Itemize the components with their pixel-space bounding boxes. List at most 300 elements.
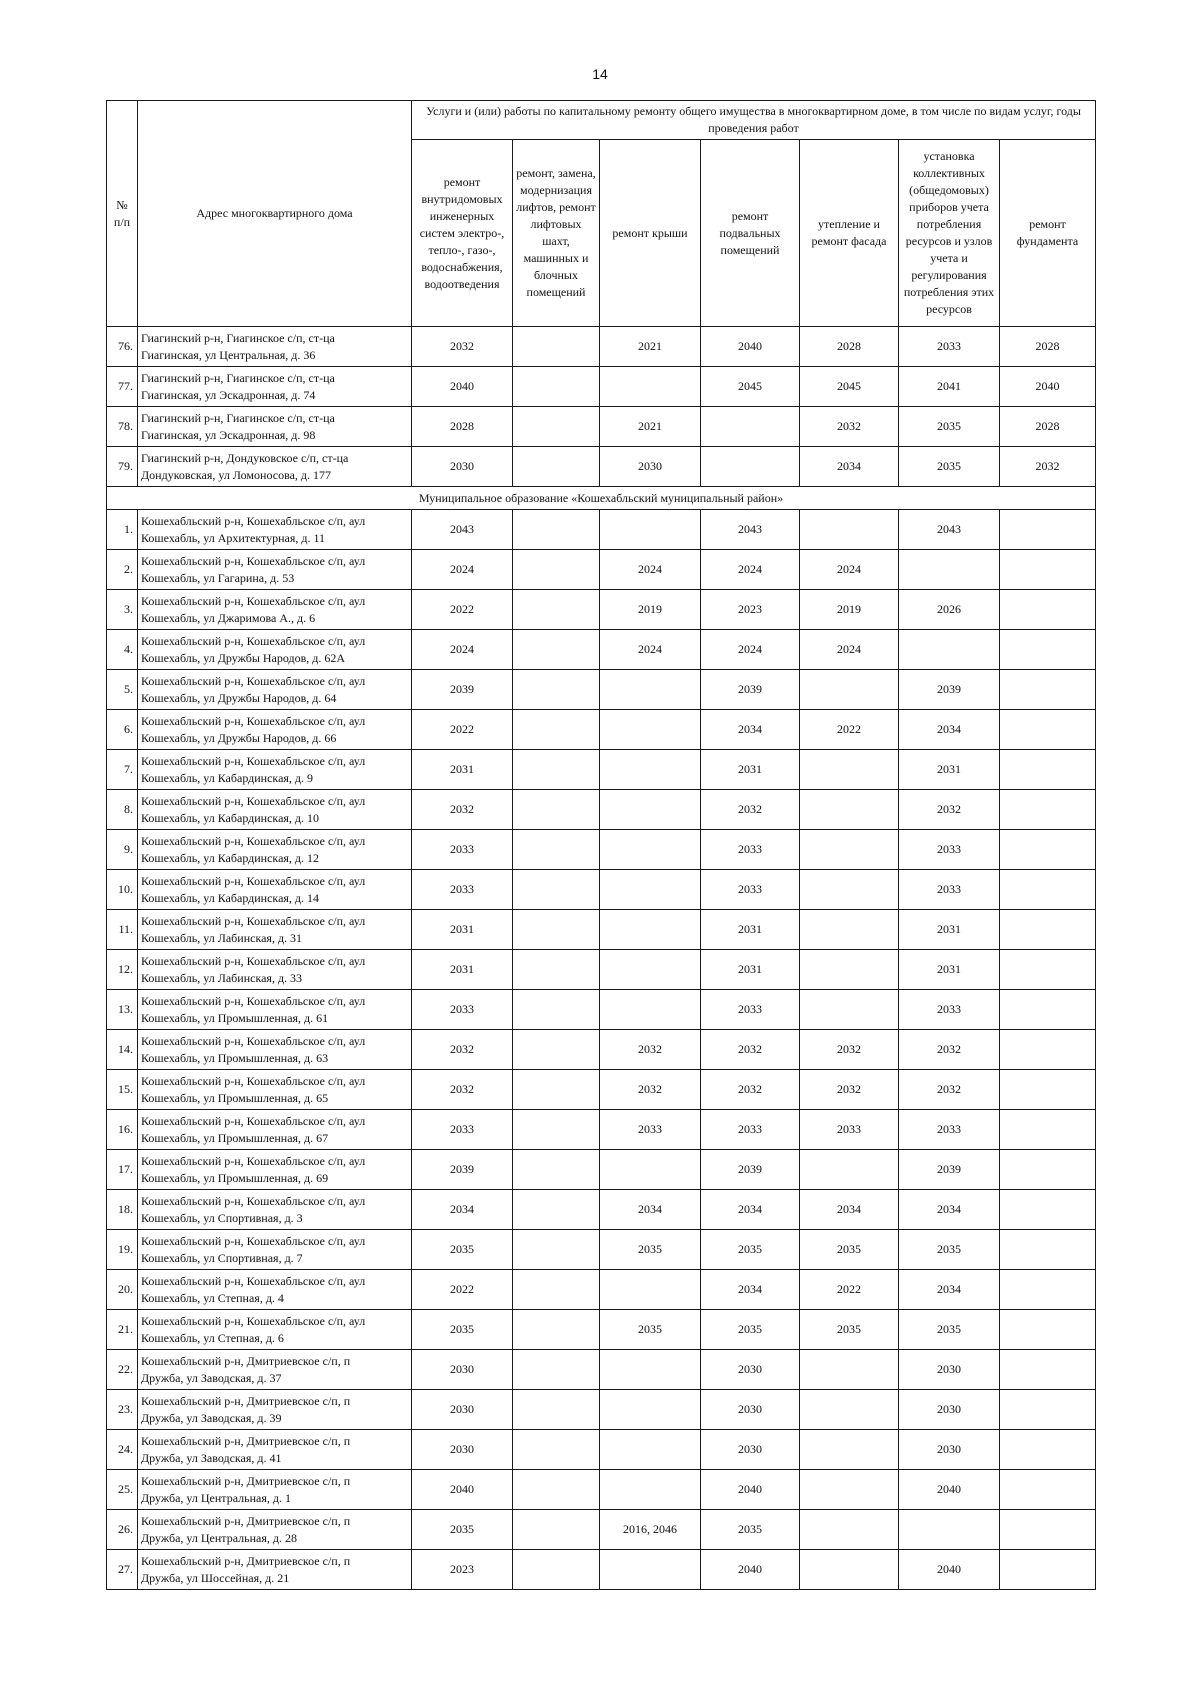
row-number: 21.: [107, 1310, 138, 1350]
year-cell: 2021: [600, 327, 701, 367]
address-line-2: Дружба, ул Центральная, д. 1: [141, 1490, 291, 1505]
year-cell: [800, 1510, 899, 1550]
year-cell: [1000, 1510, 1096, 1550]
address-cell: [138, 550, 412, 590]
section-body: [107, 487, 1096, 510]
year-cell: [800, 670, 899, 710]
table-row: [107, 407, 1096, 447]
address-line-1: Кошехабльский р-н, Дмитриевское с/п, п: [141, 1353, 351, 1368]
year-cell: [600, 870, 701, 910]
table-row: [107, 1390, 1096, 1430]
address-cell: [138, 1550, 412, 1590]
year-cell: 2033: [701, 830, 800, 870]
year-cell: [513, 1190, 600, 1230]
table-row: [107, 1270, 1096, 1310]
table-row: [107, 1510, 1096, 1550]
year-cell: [513, 327, 600, 367]
col-header-meters: установка коллективных (общедомовых) приборов учета потребления ресурсов и узлов учета и регулирования потребления этих ресурсов: [899, 140, 1000, 327]
year-cell: 2022: [800, 1270, 899, 1310]
address-line-2: Кошехабль, ул Дружбы Народов, д. 64: [141, 690, 337, 705]
year-cell: [1000, 790, 1096, 830]
table-row: [107, 830, 1096, 870]
year-cell: 2033: [412, 870, 513, 910]
year-cell: 2039: [899, 670, 1000, 710]
year-cell: 2034: [899, 1270, 1000, 1310]
address-cell: [138, 1150, 412, 1190]
address-line-2: Кошехабль, ул Степная, д. 4: [141, 1290, 284, 1305]
year-cell: [513, 1270, 600, 1310]
year-cell: [600, 790, 701, 830]
year-cell: [1000, 670, 1096, 710]
year-cell: [513, 1550, 600, 1590]
year-cell: [513, 830, 600, 870]
address-line-2: Дондуковская, ул Ломоносова, д. 177: [141, 467, 332, 482]
year-cell: [1000, 1190, 1096, 1230]
table-body-before: [107, 327, 1096, 487]
table-row: [107, 750, 1096, 790]
year-cell: [600, 910, 701, 950]
address-cell: [138, 1190, 412, 1230]
row-number: 10.: [107, 870, 138, 910]
year-cell: [800, 870, 899, 910]
year-cell: [513, 1150, 600, 1190]
address-line-1: Кошехабльский р-н, Кошехабльское с/п, аул: [141, 513, 366, 528]
address-line-1: Гиагинский р-н, Дондуковское с/п, ст-ца: [141, 450, 349, 465]
year-cell: 2032: [800, 407, 899, 447]
year-cell: [800, 1470, 899, 1510]
year-cell: 2024: [412, 630, 513, 670]
address-line-1: Кошехабльский р-н, Кошехабльское с/п, аул: [141, 873, 366, 888]
work-types-group-header: Услуги и (или) работы по капитальному ремонту общего имущества в многоквартирном доме, в том числе по видам услуг, годы проведения работ: [412, 101, 1096, 140]
year-cell: 2035: [412, 1310, 513, 1350]
year-cell: [513, 670, 600, 710]
address-line-1: Кошехабльский р-н, Кошехабльское с/п, аул: [141, 673, 366, 688]
year-cell: [1000, 1550, 1096, 1590]
year-cell: 2033: [412, 1110, 513, 1150]
year-cell: 2034: [701, 710, 800, 750]
year-cell: [1000, 830, 1096, 870]
year-cell: 2040: [1000, 367, 1096, 407]
year-cell: [600, 670, 701, 710]
year-cell: 2043: [701, 510, 800, 550]
address-line-2: Кошехабль, ул Дружбы Народов, д. 62А: [141, 650, 346, 665]
year-cell: [600, 950, 701, 990]
year-cell: 2031: [412, 750, 513, 790]
year-cell: 2022: [800, 710, 899, 750]
year-cell: 2032: [600, 1030, 701, 1070]
row-number: 4.: [107, 630, 138, 670]
row-number: 18.: [107, 1190, 138, 1230]
address-line-2: Дружба, ул Заводская, д. 39: [141, 1410, 282, 1425]
year-cell: [513, 1230, 600, 1270]
year-cell: 2031: [701, 950, 800, 990]
address-cell: [138, 870, 412, 910]
address-cell: [138, 1470, 412, 1510]
year-cell: 2035: [600, 1230, 701, 1270]
year-cell: 2028: [800, 327, 899, 367]
address-line-2: Кошехабль, ул Промышленная, д. 69: [141, 1170, 329, 1185]
year-cell: [513, 1470, 600, 1510]
year-cell: [513, 1030, 600, 1070]
capital-repair-table: [106, 100, 1096, 1590]
year-cell: [513, 630, 600, 670]
year-cell: 2030: [412, 447, 513, 487]
year-cell: 2032: [701, 790, 800, 830]
year-cell: [800, 1430, 899, 1470]
address-line-2: Кошехабль, ул Лабинская, д. 31: [141, 930, 303, 945]
year-cell: 2024: [412, 550, 513, 590]
year-cell: 2040: [899, 1550, 1000, 1590]
year-cell: 2032: [800, 1030, 899, 1070]
page-number: 14: [592, 66, 608, 82]
year-cell: [1000, 1350, 1096, 1390]
address-line-2: Гиагинская, ул Эскадронная, д. 74: [141, 387, 316, 402]
year-cell: 2039: [701, 670, 800, 710]
year-cell: 2034: [701, 1190, 800, 1230]
address-cell: [138, 1270, 412, 1310]
address-line-1: Кошехабльский р-н, Кошехабльское с/п, аул: [141, 1153, 366, 1168]
address-line-2: Кошехабль, ул Кабардинская, д. 12: [141, 850, 320, 865]
year-cell: [1000, 1230, 1096, 1270]
table-row: [107, 910, 1096, 950]
year-cell: 2024: [800, 630, 899, 670]
address-cell: [138, 1230, 412, 1270]
year-cell: [800, 990, 899, 1030]
address-line-2: Кошехабль, ул Кабардинская, д. 14: [141, 890, 320, 905]
year-cell: [1000, 910, 1096, 950]
table-row: [107, 590, 1096, 630]
table-row: [107, 1430, 1096, 1470]
year-cell: 2021: [600, 407, 701, 447]
table-row: [107, 327, 1096, 367]
row-number: 19.: [107, 1230, 138, 1270]
year-cell: [600, 710, 701, 750]
address-cell: [138, 327, 412, 367]
address-line-2: Дружба, ул Центральная, д. 28: [141, 1530, 297, 1545]
table-header: [107, 101, 1096, 327]
address-line-2: Кошехабль, ул Спортивная, д. 3: [141, 1210, 303, 1225]
year-cell: 2035: [701, 1510, 800, 1550]
year-cell: 2035: [600, 1310, 701, 1350]
year-cell: 2026: [899, 590, 1000, 630]
year-cell: 2030: [899, 1390, 1000, 1430]
year-cell: [701, 407, 800, 447]
year-cell: 2032: [1000, 447, 1096, 487]
table-row: [107, 447, 1096, 487]
row-number: 12.: [107, 950, 138, 990]
table-row: [107, 1550, 1096, 1590]
year-cell: 2034: [701, 1270, 800, 1310]
year-cell: 2022: [412, 1270, 513, 1310]
year-cell: 2039: [899, 1150, 1000, 1190]
year-cell: [600, 1430, 701, 1470]
row-number: 7.: [107, 750, 138, 790]
year-cell: 2034: [412, 1190, 513, 1230]
row-number: 9.: [107, 830, 138, 870]
address-line-2: Кошехабль, ул Кабардинская, д. 9: [141, 770, 314, 785]
row-number: 1.: [107, 510, 138, 550]
year-cell: 2022: [412, 710, 513, 750]
year-cell: 2024: [600, 550, 701, 590]
year-cell: 2031: [412, 910, 513, 950]
year-cell: 2024: [701, 630, 800, 670]
year-cell: 2030: [701, 1350, 800, 1390]
year-cell: 2030: [899, 1430, 1000, 1470]
address-cell: [138, 1110, 412, 1150]
table-row: [107, 1030, 1096, 1070]
year-cell: 2030: [899, 1350, 1000, 1390]
row-number: 6.: [107, 710, 138, 750]
address-header: Адрес многоквартирного дома: [138, 101, 412, 327]
address-line-1: Гиагинский р-н, Гиагинское с/п, ст-ца: [141, 330, 335, 345]
year-cell: [1000, 1390, 1096, 1430]
address-cell: [138, 1430, 412, 1470]
address-line-1: Кошехабльский р-н, Кошехабльское с/п, аул: [141, 1073, 366, 1088]
year-cell: [1000, 710, 1096, 750]
address-line-1: Кошехабльский р-н, Дмитриевское с/п, п: [141, 1553, 351, 1568]
address-line-2: Кошехабль, ул Джаримова А., д. 6: [141, 610, 316, 625]
year-cell: 2039: [701, 1150, 800, 1190]
year-cell: [800, 910, 899, 950]
address-line-1: Кошехабльский р-н, Кошехабльское с/п, аул: [141, 1233, 366, 1248]
address-cell: [138, 950, 412, 990]
address-cell: [138, 447, 412, 487]
year-cell: 2035: [899, 407, 1000, 447]
year-cell: [513, 590, 600, 630]
year-cell: 2045: [701, 367, 800, 407]
section-row: [107, 487, 1096, 510]
address-line-2: Кошехабль, ул Спортивная, д. 7: [141, 1250, 303, 1265]
year-cell: 2032: [600, 1070, 701, 1110]
address-line-1: Кошехабльский р-н, Кошехабльское с/п, аул: [141, 1033, 366, 1048]
year-cell: 2043: [899, 510, 1000, 550]
year-cell: 2032: [412, 790, 513, 830]
year-cell: [513, 1350, 600, 1390]
year-cell: [513, 550, 600, 590]
year-cell: [600, 510, 701, 550]
address-cell: [138, 590, 412, 630]
row-number: 5.: [107, 670, 138, 710]
address-line-2: Дружба, ул Заводская, д. 37: [141, 1370, 282, 1385]
address-line-2: Дружба, ул Шоссейная, д. 21: [141, 1570, 290, 1585]
col-header-foundation: ремонт фундамента: [1000, 140, 1096, 327]
year-cell: 2031: [412, 950, 513, 990]
year-cell: 2035: [899, 447, 1000, 487]
year-cell: 2034: [800, 1190, 899, 1230]
address-line-2: Кошехабль, ул Гагарина, д. 53: [141, 570, 295, 585]
year-cell: [1000, 1310, 1096, 1350]
year-cell: 2030: [412, 1430, 513, 1470]
year-cell: 2033: [899, 870, 1000, 910]
address-line-1: Гиагинский р-н, Гиагинское с/п, ст-ца: [141, 370, 335, 385]
year-cell: 2032: [899, 1070, 1000, 1110]
address-cell: [138, 630, 412, 670]
section-title: Муниципальное образование «Кошехабльский муниципальный район»: [107, 487, 1096, 510]
address-line-1: Кошехабльский р-н, Кошехабльское с/п, аул: [141, 833, 366, 848]
table-row: [107, 1230, 1096, 1270]
year-cell: 2032: [899, 790, 1000, 830]
row-number: 22.: [107, 1350, 138, 1390]
table-row: [107, 870, 1096, 910]
address-line-1: Кошехабльский р-н, Дмитриевское с/п, п: [141, 1393, 351, 1408]
address-cell: [138, 407, 412, 447]
row-number: 14.: [107, 1030, 138, 1070]
year-cell: 2031: [701, 910, 800, 950]
col-header-facade: утепление и ремонт фасада: [800, 140, 899, 327]
row-number: 27.: [107, 1550, 138, 1590]
year-cell: 2033: [701, 870, 800, 910]
year-cell: [513, 510, 600, 550]
year-cell: 2023: [701, 590, 800, 630]
year-cell: 2033: [701, 1110, 800, 1150]
address-line-1: Кошехабльский р-н, Кошехабльское с/п, аул: [141, 553, 366, 568]
address-line-1: Кошехабльский р-н, Кошехабльское с/п, аул: [141, 953, 366, 968]
address-cell: [138, 1310, 412, 1350]
row-number: 15.: [107, 1070, 138, 1110]
col-header-engineering-systems: ремонт внутридомовых инженерных систем электро-, тепло-, газо-, водоснабжения, водоотведения: [412, 140, 513, 327]
address-line-2: Кошехабль, ул Степная, д. 6: [141, 1330, 284, 1345]
address-cell: [138, 910, 412, 950]
year-cell: [800, 1550, 899, 1590]
address-line-1: Кошехабльский р-н, Кошехабльское с/п, аул: [141, 1273, 366, 1288]
address-cell: [138, 510, 412, 550]
address-line-2: Кошехабль, ул Промышленная, д. 67: [141, 1130, 329, 1145]
year-cell: [513, 710, 600, 750]
year-cell: 2032: [701, 1070, 800, 1110]
row-number: 16.: [107, 1110, 138, 1150]
year-cell: 2028: [1000, 327, 1096, 367]
year-cell: [513, 1510, 600, 1550]
table-row: [107, 790, 1096, 830]
row-number: 2.: [107, 550, 138, 590]
year-cell: 2023: [412, 1550, 513, 1590]
address-cell: [138, 1350, 412, 1390]
year-cell: 2033: [899, 830, 1000, 870]
year-cell: 2039: [412, 670, 513, 710]
address-cell: [138, 367, 412, 407]
year-cell: 2033: [600, 1110, 701, 1150]
year-cell: 2031: [701, 750, 800, 790]
address-line-1: Кошехабльский р-н, Кошехабльское с/п, аул: [141, 753, 366, 768]
year-cell: [1000, 1470, 1096, 1510]
year-cell: 2033: [412, 830, 513, 870]
address-cell: [138, 830, 412, 870]
year-cell: [899, 630, 1000, 670]
year-cell: 2028: [412, 407, 513, 447]
year-cell: 2035: [899, 1310, 1000, 1350]
row-number: 25.: [107, 1470, 138, 1510]
year-cell: [1000, 1030, 1096, 1070]
year-cell: [800, 830, 899, 870]
year-cell: 2035: [800, 1310, 899, 1350]
year-cell: [1000, 950, 1096, 990]
year-cell: [513, 407, 600, 447]
year-cell: 2034: [899, 710, 1000, 750]
year-cell: [600, 990, 701, 1030]
row-number: 78.: [107, 407, 138, 447]
address-line-2: Кошехабль, ул Лабинская, д. 33: [141, 970, 303, 985]
year-cell: [600, 1150, 701, 1190]
address-line-1: Кошехабльский р-н, Кошехабльское с/п, аул: [141, 713, 366, 728]
year-cell: 2035: [701, 1230, 800, 1270]
year-cell: [513, 1110, 600, 1150]
year-cell: [800, 1350, 899, 1390]
year-cell: [513, 1070, 600, 1110]
address-cell: [138, 670, 412, 710]
row-number: 20.: [107, 1270, 138, 1310]
year-cell: 2035: [800, 1230, 899, 1270]
year-cell: [513, 447, 600, 487]
num-header: № п/п: [107, 101, 138, 327]
year-cell: 2040: [701, 327, 800, 367]
year-cell: [800, 1150, 899, 1190]
year-cell: [800, 950, 899, 990]
year-cell: 2030: [412, 1390, 513, 1430]
row-number: 76.: [107, 327, 138, 367]
year-cell: 2033: [899, 327, 1000, 367]
year-cell: [701, 447, 800, 487]
address-line-1: Кошехабльский р-н, Кошехабльское с/п, аул: [141, 1113, 366, 1128]
address-line-1: Кошехабльский р-н, Кошехабльское с/п, аул: [141, 993, 366, 1008]
year-cell: 2024: [800, 550, 899, 590]
year-cell: [600, 750, 701, 790]
address-line-1: Кошехабльский р-н, Дмитриевское с/п, п: [141, 1433, 351, 1448]
year-cell: [1000, 590, 1096, 630]
table-row: [107, 950, 1096, 990]
year-cell: 2033: [701, 990, 800, 1030]
year-cell: [513, 1310, 600, 1350]
year-cell: 2034: [800, 447, 899, 487]
row-number: 13.: [107, 990, 138, 1030]
address-cell: [138, 1070, 412, 1110]
year-cell: 2041: [899, 367, 1000, 407]
year-cell: [600, 830, 701, 870]
address-cell: [138, 710, 412, 750]
year-cell: 2034: [600, 1190, 701, 1230]
address-line-1: Кошехабльский р-н, Кошехабльское с/п, аул: [141, 913, 366, 928]
year-cell: [600, 1470, 701, 1510]
year-cell: [1000, 1110, 1096, 1150]
address-line-1: Кошехабльский р-н, Кошехабльское с/п, аул: [141, 633, 366, 648]
table-row: [107, 1070, 1096, 1110]
year-cell: [800, 750, 899, 790]
address-line-1: Кошехабльский р-н, Кошехабльское с/п, аул: [141, 793, 366, 808]
col-header-elevators: ремонт, замена, модернизация лифтов, ремонт лифтовых шахт, машинных и блочных помещений: [513, 140, 600, 327]
address-line-2: Кошехабль, ул Архитектурная, д. 11: [141, 530, 326, 545]
year-cell: [800, 510, 899, 550]
row-number: 11.: [107, 910, 138, 950]
year-cell: [1000, 1430, 1096, 1470]
address-cell: [138, 990, 412, 1030]
year-cell: [1000, 870, 1096, 910]
year-cell: 2033: [899, 1110, 1000, 1150]
year-cell: 2034: [899, 1190, 1000, 1230]
year-cell: 2033: [899, 990, 1000, 1030]
year-cell: [513, 1430, 600, 1470]
year-cell: 2031: [899, 910, 1000, 950]
year-cell: 2033: [412, 990, 513, 1030]
year-cell: 2016, 2046: [600, 1510, 701, 1550]
address-line-2: Дружба, ул Заводская, д. 41: [141, 1450, 282, 1465]
row-number: 8.: [107, 790, 138, 830]
address-line-1: Гиагинский р-н, Гиагинское с/п, ст-ца: [141, 410, 335, 425]
row-number: 77.: [107, 367, 138, 407]
row-number: 24.: [107, 1430, 138, 1470]
row-number: 26.: [107, 1510, 138, 1550]
table-row: [107, 990, 1096, 1030]
address-line-1: Кошехабльский р-н, Кошехабльское с/п, аул: [141, 1313, 366, 1328]
address-line-1: Кошехабльский р-н, Кошехабльское с/п, аул: [141, 593, 366, 608]
